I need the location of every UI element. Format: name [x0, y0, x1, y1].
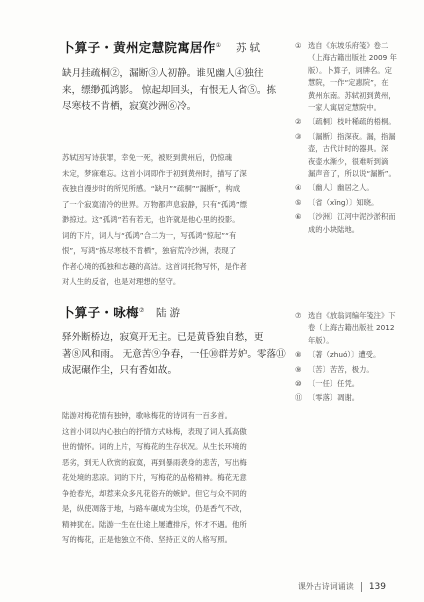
poem1-author: 苏轼: [236, 42, 263, 54]
poem2-body: [62, 330, 286, 380]
page-footer: [298, 581, 386, 592]
note-item: ④ 〔幽人〕幽居之人。: [295, 183, 374, 193]
poem2-commentary: [62, 408, 284, 548]
poem2-notes: [295, 310, 413, 407]
footer-divider: [361, 582, 362, 592]
commentary-line: 作者心境的孤独和志趣的高洁。这首词托物写怀，是作者: [62, 261, 247, 271]
commentary-line: 对人生的反省，也是对理想的坚守。: [62, 277, 181, 286]
note-item: ⑦ 选自《放翁词编年笺注》下 卷（上海古籍出版社 2012 年版）。: [295, 311, 396, 345]
commentary-line: 恨”，写鸿“拣尽寒枝不肯栖”，独宿荒冷沙洲，表现了: [62, 246, 237, 255]
poem2-line: 著⑧风和雨。 无意苦⑨争春，一任⑩群芳妒。零落⑪: [62, 348, 286, 360]
poem1-line: 来，缥缈孤鸿影。 惊起却回头，有恨无人省⑤。拣: [62, 84, 277, 96]
commentary-line: 夜独自漫步时的所见所感。“缺月”“疏桐”“漏断”，构成: [62, 184, 241, 193]
footer-section-title: 课外古诗词诵读: [297, 582, 354, 591]
commentary-line: 渺掠过。这“孤鸿”若有若无，也许就是他心里的投影。: [62, 215, 240, 224]
poem2-line: 驿外断桥边，寂寞开无主。已是黄昏独自愁，更: [62, 332, 264, 343]
note-item: ⑥ 〔沙洲〕江河中泥沙淤积而 成的小块陆地。: [295, 212, 396, 234]
poem1-line: 尽寒枝不肯栖，寂寞沙洲⑥冷。: [62, 101, 197, 112]
commentary-line: 花处境的悲凉。词的下片，写梅花的品格精神。梅花无意: [62, 473, 247, 482]
commentary-line: 争抢春光，却惹来众多凡花俗卉的嫉妒。但它与众不同的: [62, 488, 247, 498]
commentary-line: 恶劣，到无人欣赏的寂寞，再到暴雨袭身的悲苦，写出梅: [62, 457, 247, 467]
note-item: ⑩ 〔一任〕任凭。: [295, 379, 360, 389]
poem1-commentary: [62, 150, 284, 290]
poem1-notes: [295, 40, 413, 238]
commentary-line: 苏轼因写诗获罪，幸免一死，被贬到黄州后，仍惊魂: [62, 153, 232, 162]
note-item: ⑪ 〔零落〕凋谢。: [295, 393, 360, 403]
commentary-line: 精神犹在。陆游一生在仕途上屡遭排斥，怀才不遇。他所: [62, 519, 247, 529]
poem2-title: 卜算子・咏梅⑦: [62, 305, 145, 320]
page-number: 139: [368, 581, 386, 592]
note-item: ⑤ 〔省（xǐng）〕知晓。: [295, 197, 379, 207]
commentary-line: 未定，梦寐难忘。这首小词即作于初到黄州时，描写了深: [62, 168, 247, 178]
commentary-line: 是，纵使凋落于地，与路车碾成为尘埃，仍是香气不改，: [62, 504, 247, 513]
poem1-line: 缺月挂疏桐②，漏断③人初静。谁见幽人④独往: [62, 68, 264, 79]
note-item: ② 〔疏桐〕枝叶稀疏的梧桐。: [295, 117, 396, 127]
poem2-line: 成泥碾作尘，只有香如故。: [62, 365, 178, 376]
poem1-title-note: ①: [215, 41, 222, 49]
commentary-line: 世的情怀。词的上片，写梅花的生存状况。从生长环境的: [62, 442, 247, 451]
poem1-body: [62, 66, 286, 116]
note-item: ③ 〔漏断〕指深夜。漏，指漏 壶，古代计时的器具。深 夜壶水渐少，很难听到滴 漏声音了，所以说“漏断”。: [295, 131, 396, 179]
commentary-line: 这首小词以内心独白的抒情方式咏梅，表现了词人孤高傲: [62, 426, 247, 436]
commentary-line: 了一个寂寞清冷的世界。万物都声息寂静，只有“孤鸿”缥: [62, 199, 248, 209]
poem2-author: 陆游: [156, 307, 183, 319]
poem2-title-note: ⑦: [138, 306, 145, 314]
note-item: ⑧ 〔著（zhuó）〕遭受。: [295, 350, 381, 360]
poem1-title: 卜算子・黄州定慧院寓居作①: [62, 40, 222, 55]
commentary-line: 词的下片，词人与“孤鸿”合二为一，写孤鸿“惊起”“有: [62, 230, 237, 240]
commentary-line: 陆游对梅花情有独钟，歌咏梅花的诗词有一百多首。: [62, 411, 232, 420]
note-item: ⑨ 〔苦〕苦苦，极力。: [295, 364, 374, 374]
commentary-line: 写的梅花，正是他独立不倚、坚持正义的人格写照。: [62, 535, 232, 544]
note-item: ① 选自《东坡乐府笺》卷二 （上海古籍出版社 2009 年 版）。卜算子，词牌名。定 慧院，一作“定惠院”，在 黄州东南。苏轼初到黄州， 一家人寓居定慧院中。: [295, 41, 397, 113]
